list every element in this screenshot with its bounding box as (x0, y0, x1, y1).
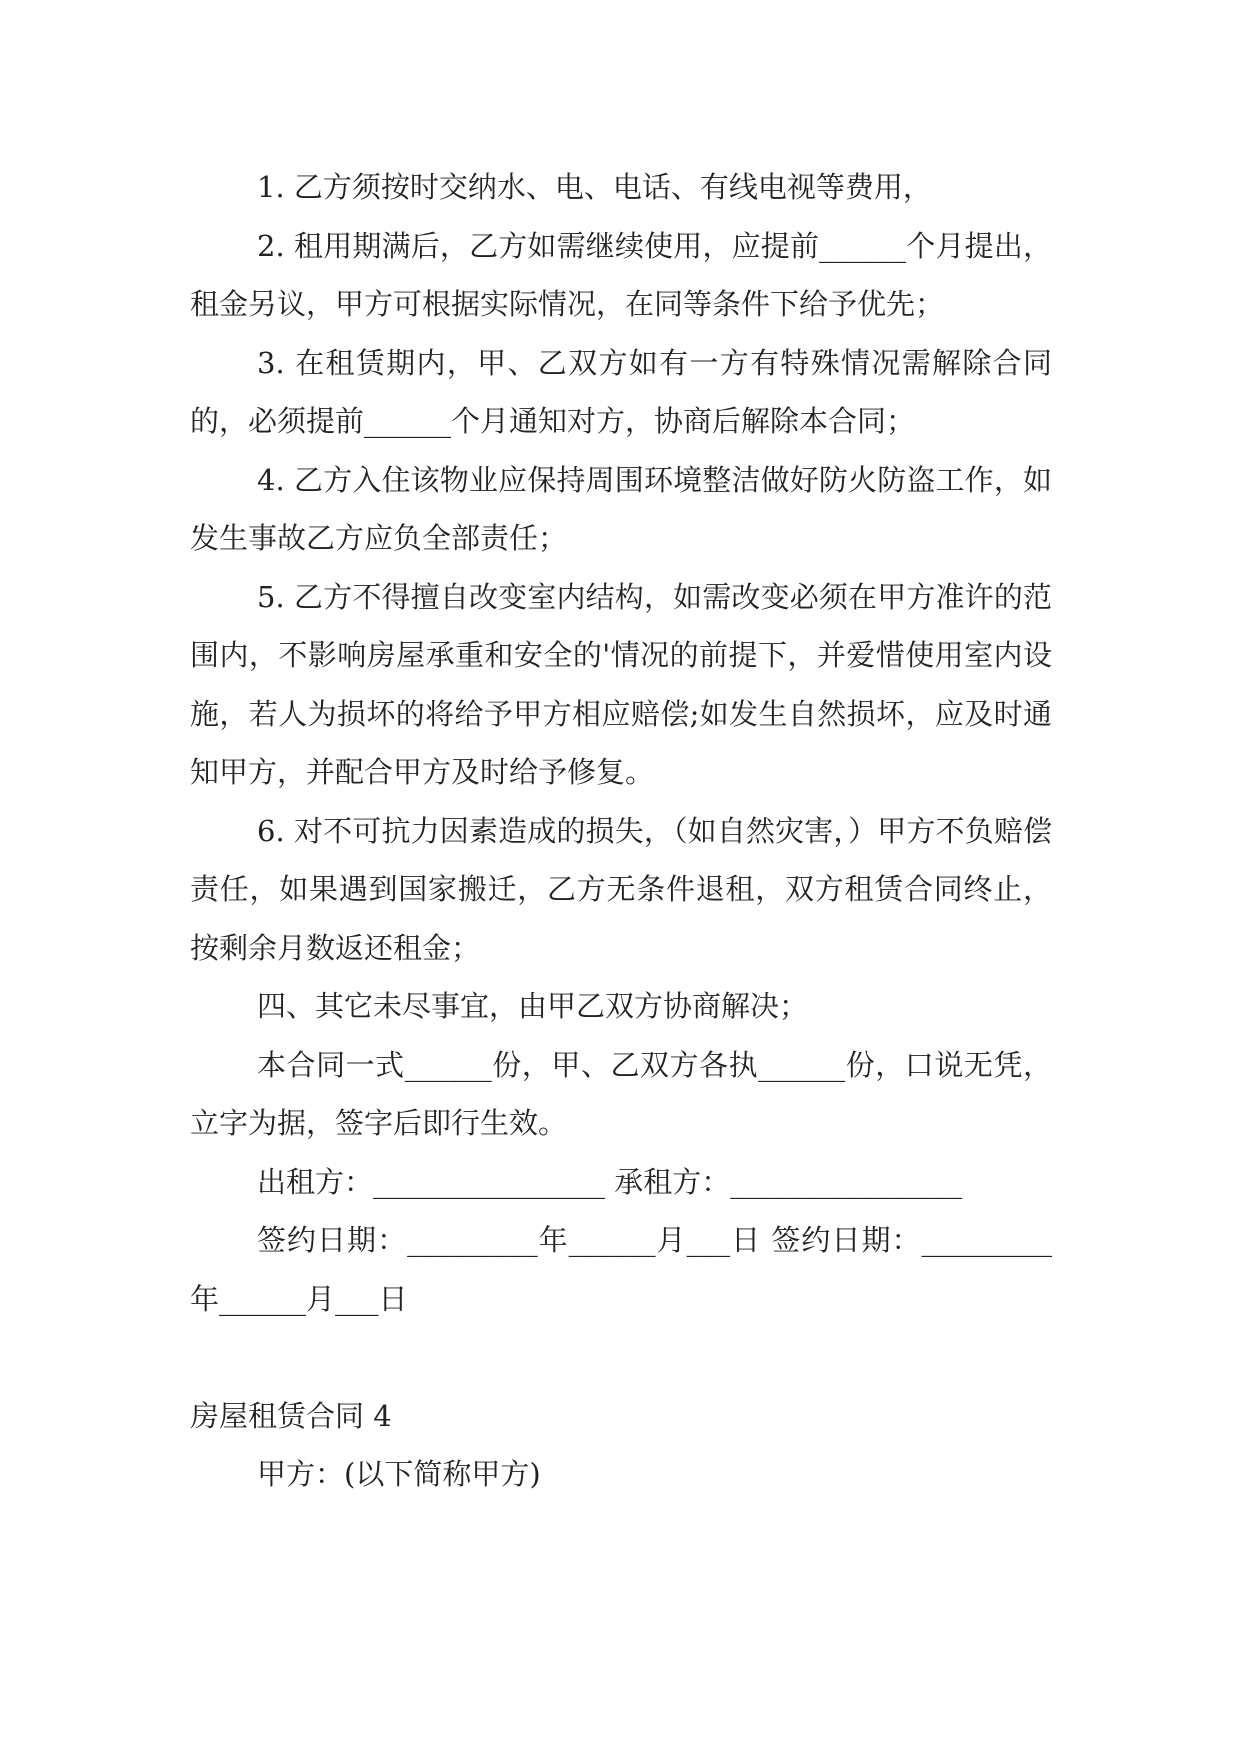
signature-dates: 签约日期：_________年______月___日 签约日期：_________年______月___日 (190, 1223, 1052, 1316)
signature-parties: 出租方：________________ 承租方：________________ (257, 1164, 963, 1199)
party-a-line: 甲方：(以下简称甲方) (257, 1457, 541, 1491)
clause-2-renewal: 2. 租用期满后，乙方如需继续使用，应提前______个月提出，租金另议，甲方可根据实际情况，在同等条件下给予优先； (190, 228, 1052, 321)
section-gap (190, 1328, 1052, 1387)
document-body (190, 158, 1052, 1504)
clause-1-fees: 1. 乙方须按时交纳水、电、电话、有线电视等费用， (257, 170, 932, 204)
copies-clause: 本合同一式______份，甲、乙双方各执______份，口说无凭，立字为据，签字后即行生效。 (190, 1047, 1052, 1140)
clause-3-termination: 3. 在租赁期内，甲、乙双方如有一方有特殊情况需解除合同的，必须提前______个月通知对方，协商后解除本合同； (190, 345, 1052, 438)
clause-5-structure: 5. 乙方不得擅自改变室内结构，如需改变必须在甲方准许的范围内，不影响房屋承重和安全的'情况的前提下，并爱惜使用室内设施，若人为损坏的将给予甲方相应赔偿;如发生自然损坏，应及时通知甲方，并配合甲方及时给予修复。 (190, 579, 1052, 789)
next-section-title: 房屋租赁合同 4 (190, 1398, 392, 1433)
clause-4-safety: 4. 乙方入住该物业应保持周围环境整洁做好防火防盗工作，如发生事故乙方应负全部责任； (190, 462, 1052, 555)
section-4-other-matters: 四、其它未尽事宜，由甲乙双方协商解决； (257, 989, 809, 1023)
clause-6-force-majeure: 6. 对不可抗力因素造成的损失，（如自然灾害，）甲方不负赔偿责任，如果遇到国家搬迁，乙方无条件退租，双方租赁合同终止，按剩余月数返还租金； (190, 813, 1052, 965)
